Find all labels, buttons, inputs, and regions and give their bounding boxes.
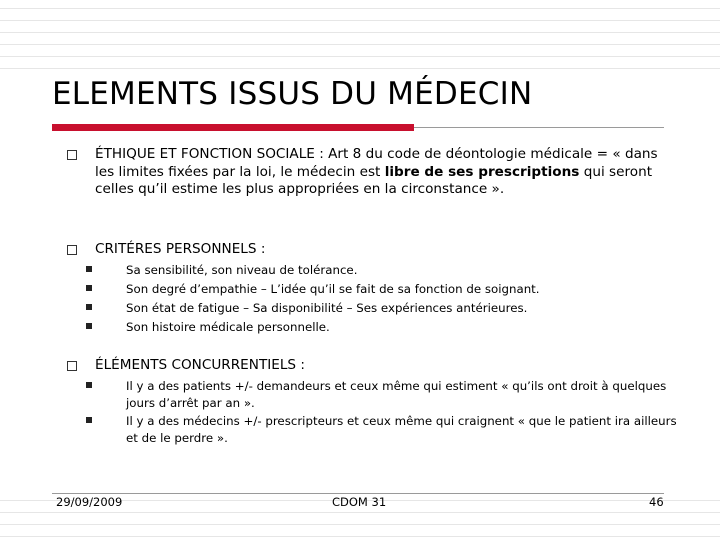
square-bullet-icon (86, 323, 92, 329)
bg-line (0, 536, 720, 537)
square-bullet-icon (86, 304, 92, 310)
section-body: Art 8 du code de déontologie médicale = « dans les limites fixées par la loi, le médecin est (95, 146, 658, 180)
section-heading: ÉLÉMENTS CONCURRENTIELS : (95, 357, 305, 373)
section-heading: CRITÉRES PERSONNELS : (95, 241, 266, 257)
bg-line (0, 32, 720, 33)
list-item-text: Il y a des patients +/- demandeurs et ceux même qui estiment « qu’ils ont droit à quelques jours d’arrêt par an ». (126, 379, 667, 410)
bg-line (0, 8, 720, 9)
bg-line (0, 20, 720, 21)
slide-title: ELEMENTS ISSUS DU MÉDECIN (52, 76, 533, 112)
bg-line (0, 524, 720, 525)
footer-date: 29/09/2009 (56, 495, 123, 509)
square-bullet-icon (67, 150, 77, 160)
bg-line (0, 68, 720, 69)
bg-line (0, 56, 720, 57)
square-bullet-icon (86, 417, 92, 423)
bg-line (0, 512, 720, 513)
square-bullet-icon (86, 266, 92, 272)
footer-center-label: CDOM 31 (332, 495, 387, 509)
section-emphasis: libre de ses prescriptions (384, 163, 580, 180)
square-bullet-icon (67, 361, 77, 371)
square-bullet-icon (86, 285, 92, 291)
footer-page-number: 46 (649, 495, 664, 509)
list-item-text: Son degré d’empathie – L’idée qu’il se fait de sa fonction de soignant. (126, 282, 540, 296)
list-item-text: Il y a des médecins +/- prescripteurs et ceux même qui craignent « que le patient ira ailleurs et de le perdre ». (126, 414, 677, 445)
bg-line (0, 44, 720, 45)
footer-divider (52, 493, 664, 494)
list-item-text: Sa sensibilité, son niveau de tolérance. (126, 263, 358, 277)
section-heading: ÉTHIQUE ET FONCTION SOCIALE : (95, 146, 329, 162)
list-item-text: Son état de fatigue – Sa disponibilité – Ses expériences antérieures. (126, 301, 528, 315)
square-bullet-icon (86, 382, 92, 388)
section-body-end: qui seront celles qu’il estime les plus appropriées en la circonstance ». (95, 163, 653, 197)
section-ethique-text (95, 146, 665, 199)
list-item-text: Son histoire médicale personnelle. (126, 320, 330, 334)
square-bullet-icon (67, 245, 77, 255)
title-accent-bar (52, 124, 414, 131)
